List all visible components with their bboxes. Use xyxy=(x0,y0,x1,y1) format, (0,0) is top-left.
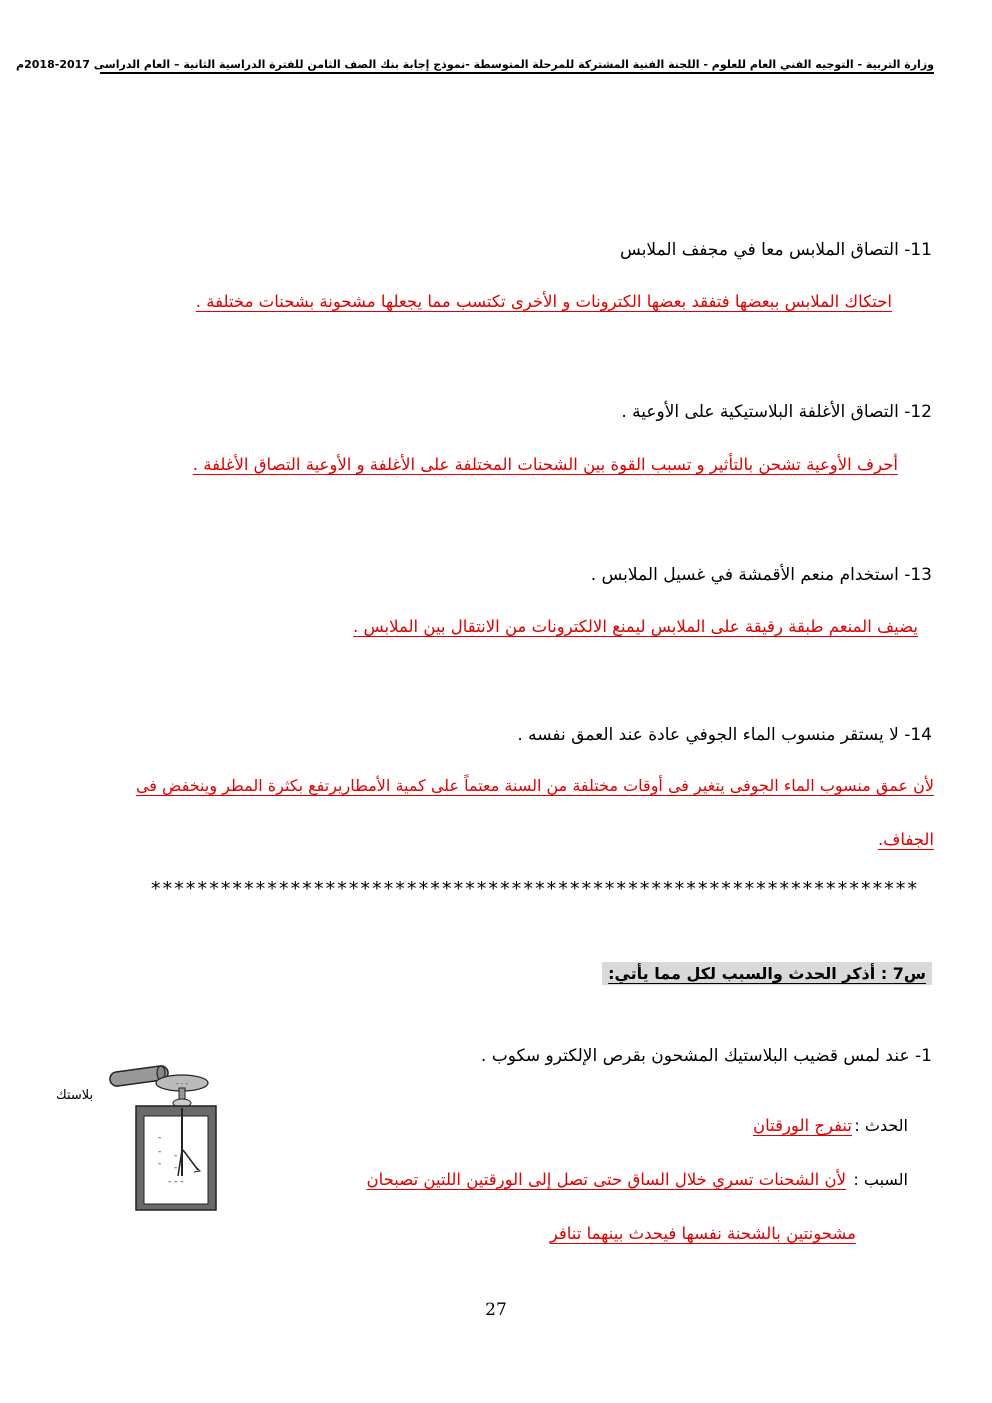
answer-13: يضيف المنعم طبقة رقيقة على الملابس ليمنع الالكترونات من الانتقال بين الملابس . xyxy=(353,617,918,636)
answer-14-line-1: لأن عمق منسوب الماء الجوفى يتغير فى أوقات مختلفة من السنة معتماً على كمية الأمطاريرتفع بكثرة المطر وينخفض فى xyxy=(135,776,934,795)
question-13: 13- استخدام منعم الأقمشة في غسيل الملابس . xyxy=(590,565,932,585)
separator: ****************************************************************** xyxy=(150,878,919,900)
svg-text:-: - xyxy=(158,1133,162,1143)
svg-text:-: - xyxy=(158,1159,162,1169)
svg-text:- - -: - - - xyxy=(176,1080,189,1088)
answer-12: أحرف الأوعية تشحن بالتأثير و تسبب القوة بين الشحنات المختلفة على الأغلفة و الأوعية التصاق الأغلفة . xyxy=(192,455,898,474)
question-12: 12- التصاق الأغلفة البلاستيكية على الأوعية . xyxy=(621,402,932,422)
electroscope-figure xyxy=(110,1058,220,1218)
reason-line-1: لأن الشحنات تسري خلال الساق حتى تصل إلى الورقتين اللتين تصبحان xyxy=(366,1170,846,1189)
page-number: 27 xyxy=(485,1300,507,1320)
svg-text:- - -: - - - xyxy=(168,1177,184,1187)
reason-label: السبب : xyxy=(853,1170,908,1189)
answer-14-line-2: الجفاف. xyxy=(878,830,934,849)
svg-text:-: - xyxy=(174,1151,178,1161)
question-14: 14- لا يستقر منسوب الماء الجوفي عادة عند العمق نفسه . xyxy=(517,725,932,745)
page-header: وزارة التربية - التوجيه الفني العام للعلوم - اللجنة الفنية المشتركة للمرحلة المتوسطة -نموذج إجابة بنك الصف الثامن للفترة الدراسية الثانية – العام الدراسى 2017-2018م xyxy=(100,58,934,74)
event-answer: تنفرج الورقتان xyxy=(752,1116,852,1135)
svg-text:-: - xyxy=(158,1147,162,1157)
svg-text:-: - xyxy=(174,1163,178,1173)
question-11: 11- التصاق الملابس معا في مجفف الملابس xyxy=(620,240,932,260)
event-label: الحدث : xyxy=(854,1116,908,1135)
q7-item-1: 1- عند لمس قضيب البلاستيك المشحون بقرص الإلكترو سكوب . xyxy=(480,1046,932,1066)
section-title: س7 : أذكر الحدث والسبب لكل مما يأتي: xyxy=(602,962,932,985)
reason-line-2: مشحونتين بالشحنة نفسها فيحدث بينهما تنافر xyxy=(549,1224,856,1243)
figure-label: بلاستك xyxy=(56,1088,94,1103)
answer-11: احتكاك الملابس ببعضها فتفقد بعضها الكترونات و الأخرى تكتسب مما يجعلها مشحونة بشحنات مختلفة . xyxy=(195,292,892,311)
